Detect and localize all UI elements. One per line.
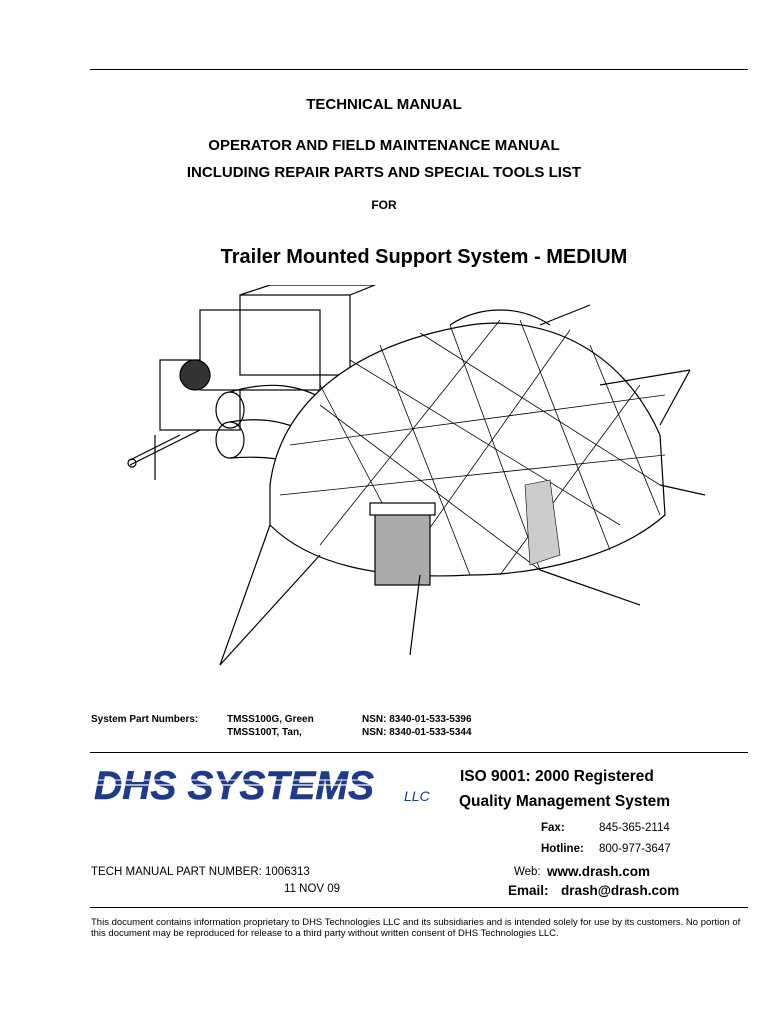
bottom-rule [90, 907, 748, 908]
logo-suffix: LLC [404, 788, 430, 804]
mid-rule [90, 752, 748, 753]
manual-date: 11 NOV 09 [284, 883, 341, 895]
email-label: Email: [508, 883, 549, 898]
hotline-number: 800-977-3647 [599, 843, 671, 855]
manual-subtitle-2: INCLUDING REPAIR PARTS AND SPECIAL TOOLS LIST [186, 164, 582, 181]
top-rule [90, 69, 748, 70]
page-title: Trailer Mounted Support System - MEDIUM [220, 246, 628, 268]
nsn-green: NSN: 8340-01-533-5396 [362, 714, 472, 725]
email-link[interactable]: drash@drash.com [561, 883, 680, 898]
iso-registration: ISO 9001: 2000 Registered [460, 768, 654, 785]
nsn-tan: NSN: 8340-01-533-5344 [362, 727, 472, 738]
manual-part-number: TECH MANUAL PART NUMBER: 1006313 [91, 866, 310, 878]
hotline-label: Hotline: [541, 843, 584, 855]
quality-system: Quality Management System [459, 793, 671, 810]
shelter-illustration [120, 285, 710, 685]
part-number-tan: TMSS100T, Tan, [227, 727, 302, 738]
fax-label: Fax: [541, 822, 565, 834]
logo-text: DHS SYSTEMS [94, 764, 375, 808]
doc-type: TECHNICAL MANUAL [306, 96, 462, 113]
manual-subtitle-1: OPERATOR AND FIELD MAINTENANCE MANUAL [208, 137, 560, 154]
part-numbers-label: System Part Numbers: [91, 714, 199, 725]
web-label: Web: [514, 866, 541, 878]
web-link[interactable]: www.drash.com [547, 864, 651, 879]
part-number-green: TMSS100G, Green [227, 714, 314, 725]
proprietary-notice: This document contains information proprietary to DHS Technologies LLC and its subsidiaries and is intended solely for use by its customers. No portion of this document may be reproduced for release to a third party without written consent of DHS Technologies LLC. [91, 917, 741, 939]
company-logo [92, 763, 437, 808]
fax-number: 845-365-2114 [599, 822, 670, 834]
for-label: FOR [371, 198, 397, 212]
